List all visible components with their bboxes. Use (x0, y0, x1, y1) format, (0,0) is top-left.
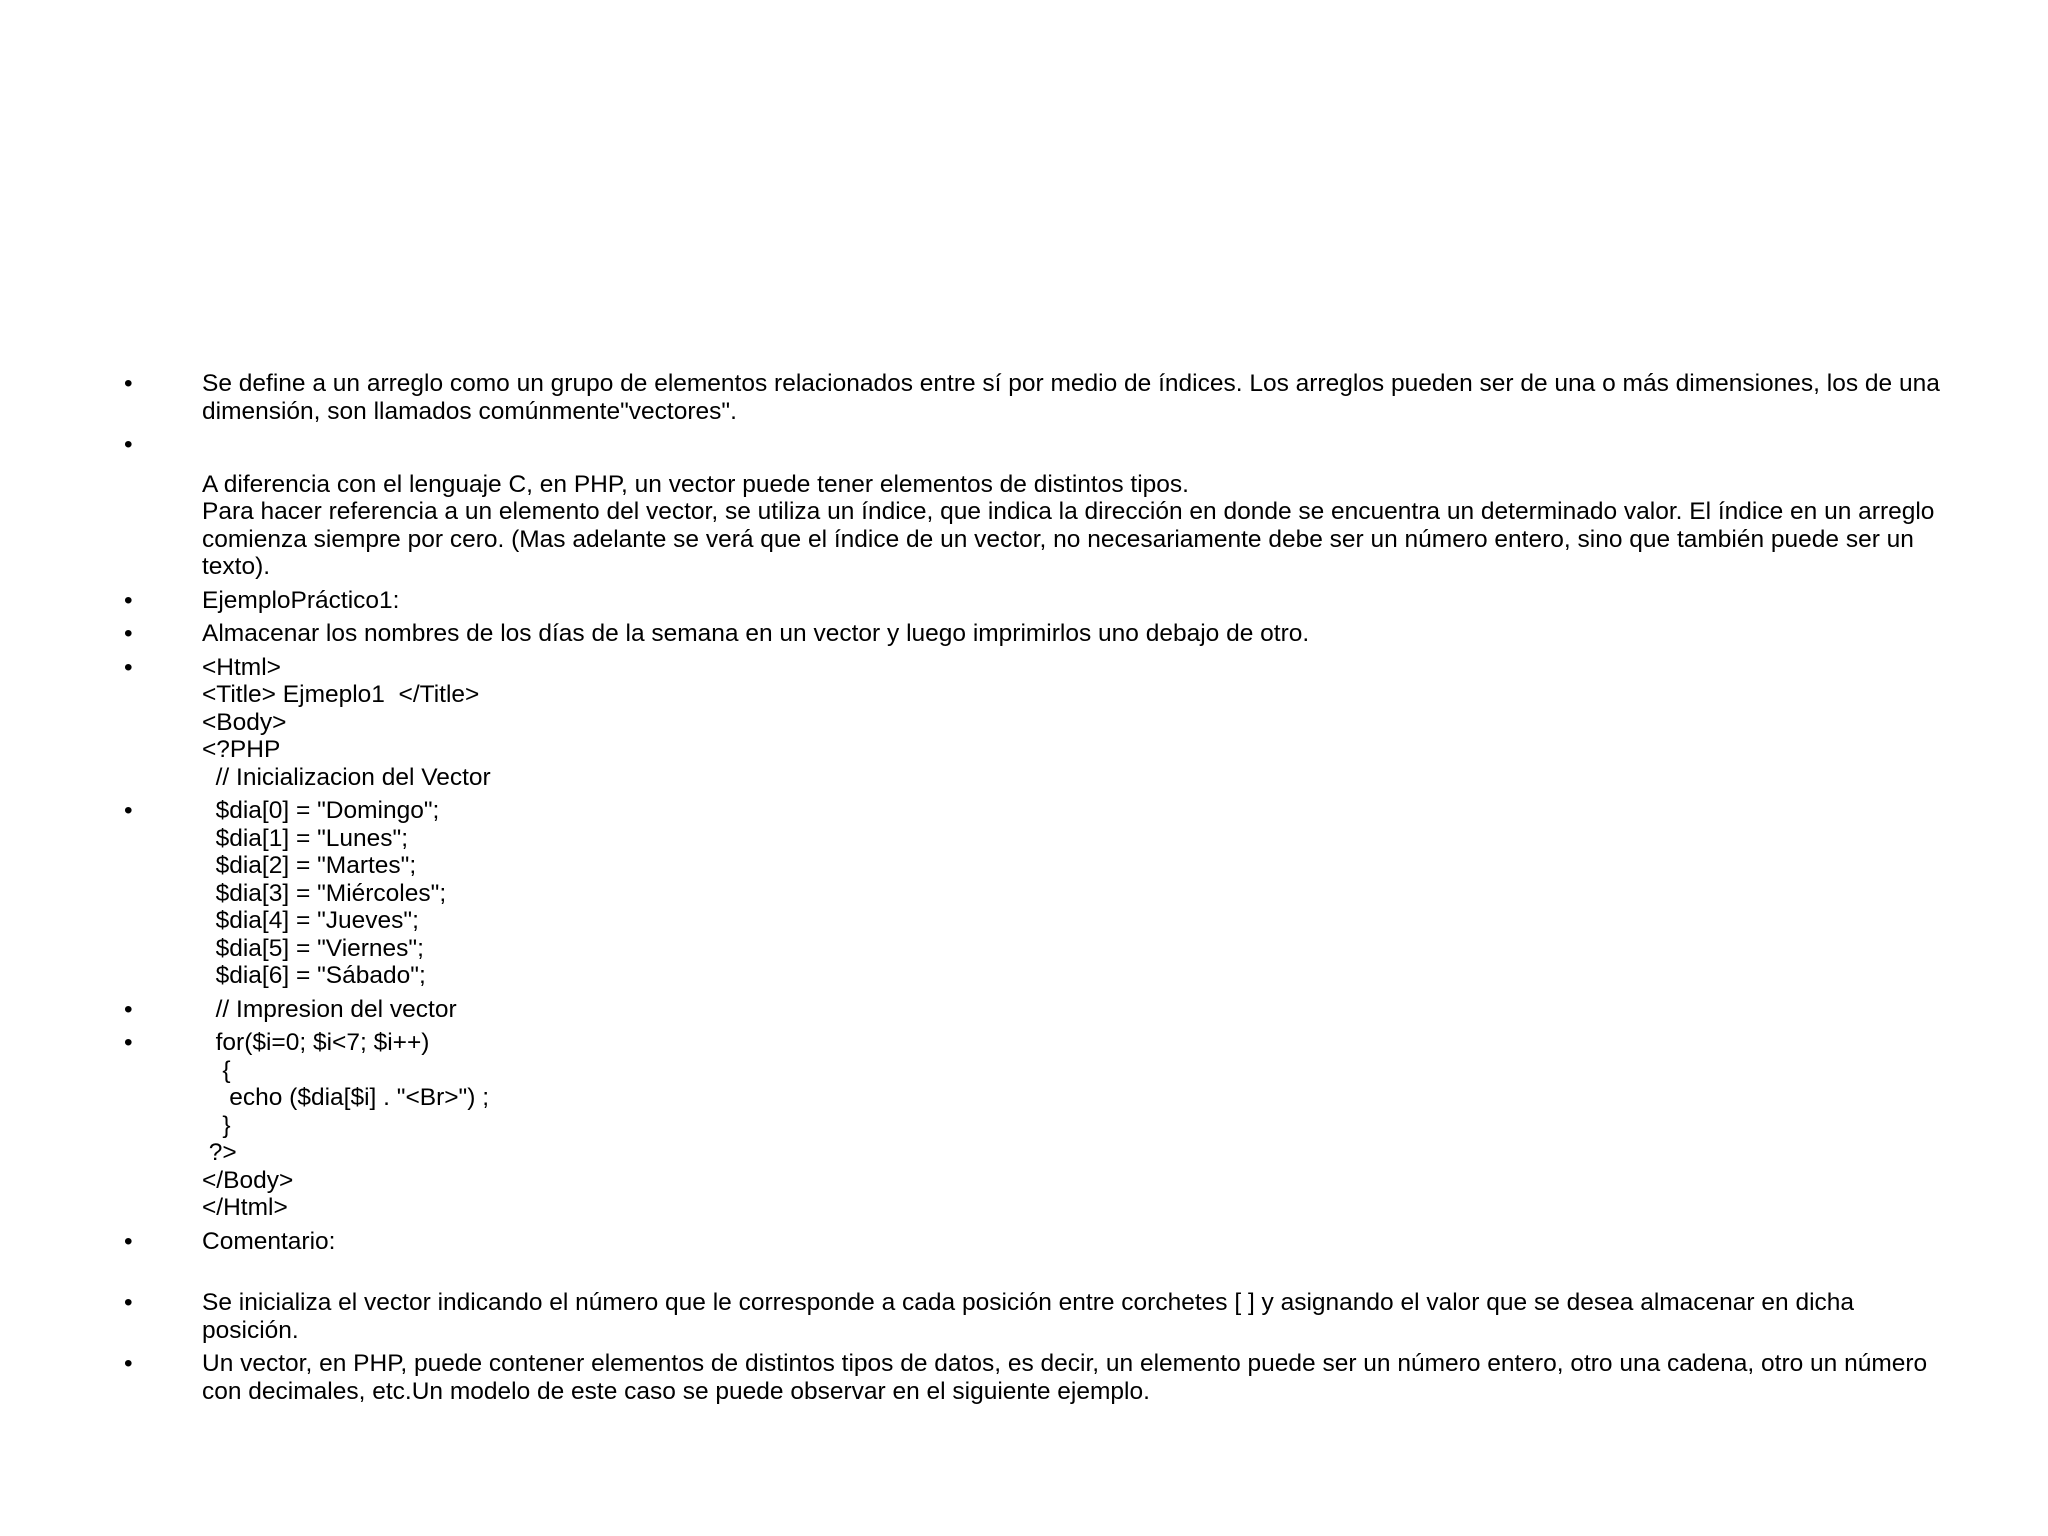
code-line: $dia[2] = "Martes"; (202, 852, 417, 879)
bullet-item-index-explanation (118, 431, 1948, 581)
code-line: <Title> Ejmeplo1 </Title> (202, 681, 480, 708)
bullet-icon: • (124, 586, 133, 614)
bullet-item-comment-heading (118, 1228, 1948, 1256)
bullet-text-blank (202, 431, 1948, 459)
code-line: $dia[3] = "Miércoles"; (202, 879, 447, 907)
code-line: <?PHP (202, 736, 281, 763)
bullet-item-example-title (118, 587, 1948, 615)
code-line: $dia[6] = "Sábado"; (202, 962, 426, 989)
bullet-list (118, 370, 1948, 1411)
bullet-icon: • (124, 653, 133, 681)
bullet-item-example-task (118, 620, 1948, 648)
code-line: // Inicializacion del Vector (202, 763, 491, 791)
bullet-text: EjemploPráctico1: (202, 586, 400, 614)
code-line: ?> (202, 1139, 237, 1166)
code-line: $dia[4] = "Jueves"; (202, 907, 419, 934)
code-line: </Body> (202, 1166, 294, 1194)
bullet-icon: • (124, 620, 133, 647)
bullet-icon: • (124, 797, 133, 824)
bullet-icon: • (124, 1029, 133, 1056)
bullet-text: Un vector, en PHP, puede contener elementos de distintos tipos de datos, es decir, un elemento puede ser un número entero, otro una cadena, otro un número con decimales, etc.Un modelo de este caso se puede observar en el siguiente ejemplo. (202, 1350, 1928, 1405)
bullet-text: Para hacer referencia a un elemento del vector, se utiliza un índice, que indica la dirección en donde se encuentra un determinado valor. El índice en un arreglo comienza siempre por cero. (Mas adelante se verá que el índice de un vector, no necesariamente debe ser un número entero, sino que también puede ser un texto). (202, 498, 1935, 580)
bullet-item-code-assignments (118, 797, 1948, 990)
bullet-icon: • (124, 995, 133, 1023)
bullet-text: Almacenar los nombres de los días de la semana en un vector y luego imprimirlos uno debajo de otro. (202, 620, 1310, 647)
code-line: { (202, 1056, 231, 1084)
code-line: <Html> (202, 653, 281, 681)
code-line: // Impresion del vector (202, 995, 457, 1023)
bullet-item-code-loop (118, 1029, 1948, 1222)
bullet-icon: • (124, 431, 133, 458)
bullet-item-code-comment (118, 996, 1948, 1024)
bullet-item-comment-initialization (118, 1289, 1948, 1344)
code-line: $dia[0] = "Domingo"; (202, 797, 440, 824)
bullet-text: Se define a un arreglo como un grupo de elementos relacionados entre sí por medio de índices. Los arreglos pueden ser de una o más dimensiones, los de una dimensión, son llamados comúnmente"vectores". (202, 370, 1940, 425)
code-line: for($i=0; $i<7; $i++) (202, 1029, 430, 1056)
code-line: echo ($dia[$i] . "<Br>") ; (202, 1084, 490, 1111)
bullet-item-definition (118, 370, 1948, 425)
bullet-icon: • (124, 1227, 133, 1255)
bullet-item-code-header (118, 654, 1948, 792)
bullet-item-comment-types (118, 1350, 1948, 1405)
code-line: </Html> (202, 1194, 288, 1221)
bullet-text: Comentario: (202, 1227, 336, 1255)
code-line: <Body> (202, 708, 287, 736)
code-line: $dia[1] = "Lunes"; (202, 824, 409, 852)
bullet-icon: • (124, 1350, 133, 1377)
code-line: } (202, 1111, 231, 1139)
code-line: $dia[5] = "Viernes"; (202, 934, 424, 962)
bullet-text: A diferencia con el lenguaje C, en PHP, un vector puede tener elementos de distintos tipos. (202, 470, 1189, 498)
bullet-text: Se inicializa el vector indicando el número que le corresponde a cada posición entre corchetes [ ] y asignando el valor que se desea almacenar en dicha posición. (202, 1289, 1855, 1344)
bullet-icon: • (124, 1289, 133, 1316)
bullet-icon: • (124, 370, 133, 397)
